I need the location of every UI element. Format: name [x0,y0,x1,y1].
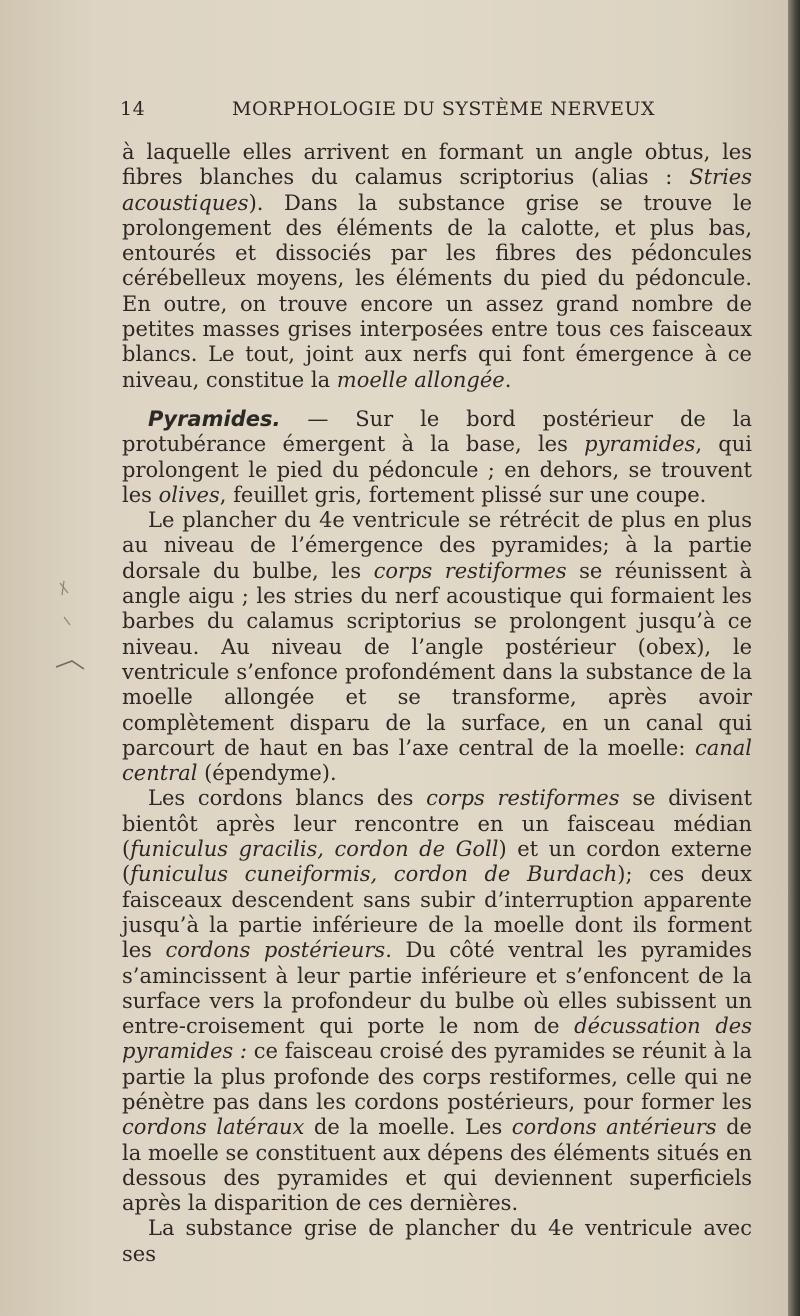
italic-term: cordons postérieurs [165,938,386,963]
section-heading: Pyramides. [148,406,281,431]
text-run: de la moelle. Les [304,1115,512,1140]
italic-term: corps restiformes [426,786,620,811]
text-run: ) et un cordon externe ( [122,837,753,887]
paragraph [122,508,752,786]
text-run: se réunissent à angle aigu ; les stries du nerf acoustique qui formaient les barbes du calamus scriptorius se prolongent jusqu’à ce niveau. Au niveau de l’angle postérieur (obex), le ventricule s’enfonce profondément dans la substance de la moelle allongée et se transforme, après avoir complètement disparu de la surface, en un canal qui parcourt de haut en bas l’axe central de la moelle: [122,558,753,760]
text-run: ). Dans la substance grise se trouve le prolongement des éléments de la calotte, et plus bas, entourés et dissociés par les fibres des pédoncules cérébelleux moyens, les éléments du pied du pédoncule. En outre, on trouve encore un assez grand nombre de petites masses grises interposées entre tous ces faisceaux blancs. Le tout, joint aux nerfs qui font émergence à ce niveau, constitue la [122,190,752,392]
italic-term: cordons latéraux [122,1115,305,1140]
italic-term: corps restiformes [373,558,567,583]
text-run: , qui prolongent le pied du pédoncule ; en dehors, se trouvent les [122,432,752,507]
page-edge-shadow [788,0,800,1316]
margin-pencil-marks [50,575,90,685]
text-run: Le plancher du 4e ventricule se rétrécit de plus en plus au niveau de l’émergence des pyramides; à la partie dorsale du bulbe, les [122,508,752,583]
text-run: se divisent bientôt après leur rencontre en un faisceau médian ( [122,786,753,862]
text-run: . Du côté ventral les pyramides s’amincissent à leur partie inférieure et s’enfoncent de la surface vers la profondeur du bulbe où elles subissent un entre-croisement qui porte le nom de [122,938,752,1039]
italic-term: olives [158,482,220,507]
text-run: ); ces deux faisceaux descendent sans subir d’interruption apparente jusqu’à la partie inférieure de la moelle dont ils forment les [122,862,752,963]
text-run: Les cordons blancs des [148,786,427,811]
text-run: , feuillet gris, fortement plissé sur une coupe. [219,482,707,507]
text-run: à laquelle elles arrivent en formant un angle obtus, les fibres blanches du calamus scriptorius (alias : [122,140,752,190]
italic-term: funiculus cuneiformis, cordon de Burdach [130,862,618,887]
italic-term: funiculus gracilis, cordon de Goll [130,837,499,862]
italic-term: décussation des pyramides : [122,1014,752,1064]
text-run: ce faisceau croisé des pyramides se réunit à la partie la plus profonde des corps restiformes, celle qui ne pénètre pas dans les cordons postérieurs, pour former les [122,1039,752,1114]
paragraph [122,1216,752,1267]
body-text [122,140,752,1267]
italic-term: pyramides [584,432,696,457]
paragraph [122,140,752,393]
text-run: . [504,367,512,392]
paragraph [122,407,752,508]
italic-term: Stries acoustiques [122,165,752,215]
text-run: de la moelle se constituent aux dépens des éléments situés en dessous des pyramides et qui deviennent superficiels après la disparition de ces dernières. [122,1115,752,1216]
italic-term: moelle allongée [336,367,505,392]
paragraph [122,786,752,1216]
text-run: — Sur le bord postérieur de la protubérance émergent à la base, les [122,406,752,457]
text-run: (épendyme). [197,761,337,786]
italic-term: cordons antérieurs [511,1115,717,1140]
text-run: La substance grise de plancher du 4e ventricule avec ses [122,1216,752,1266]
page-number: 14 [120,98,146,120]
page-header [120,98,750,128]
running-title: MORPHOLOGIE DU SYSTÈME NERVEUX [232,98,656,120]
italic-term: canal central [122,735,752,786]
